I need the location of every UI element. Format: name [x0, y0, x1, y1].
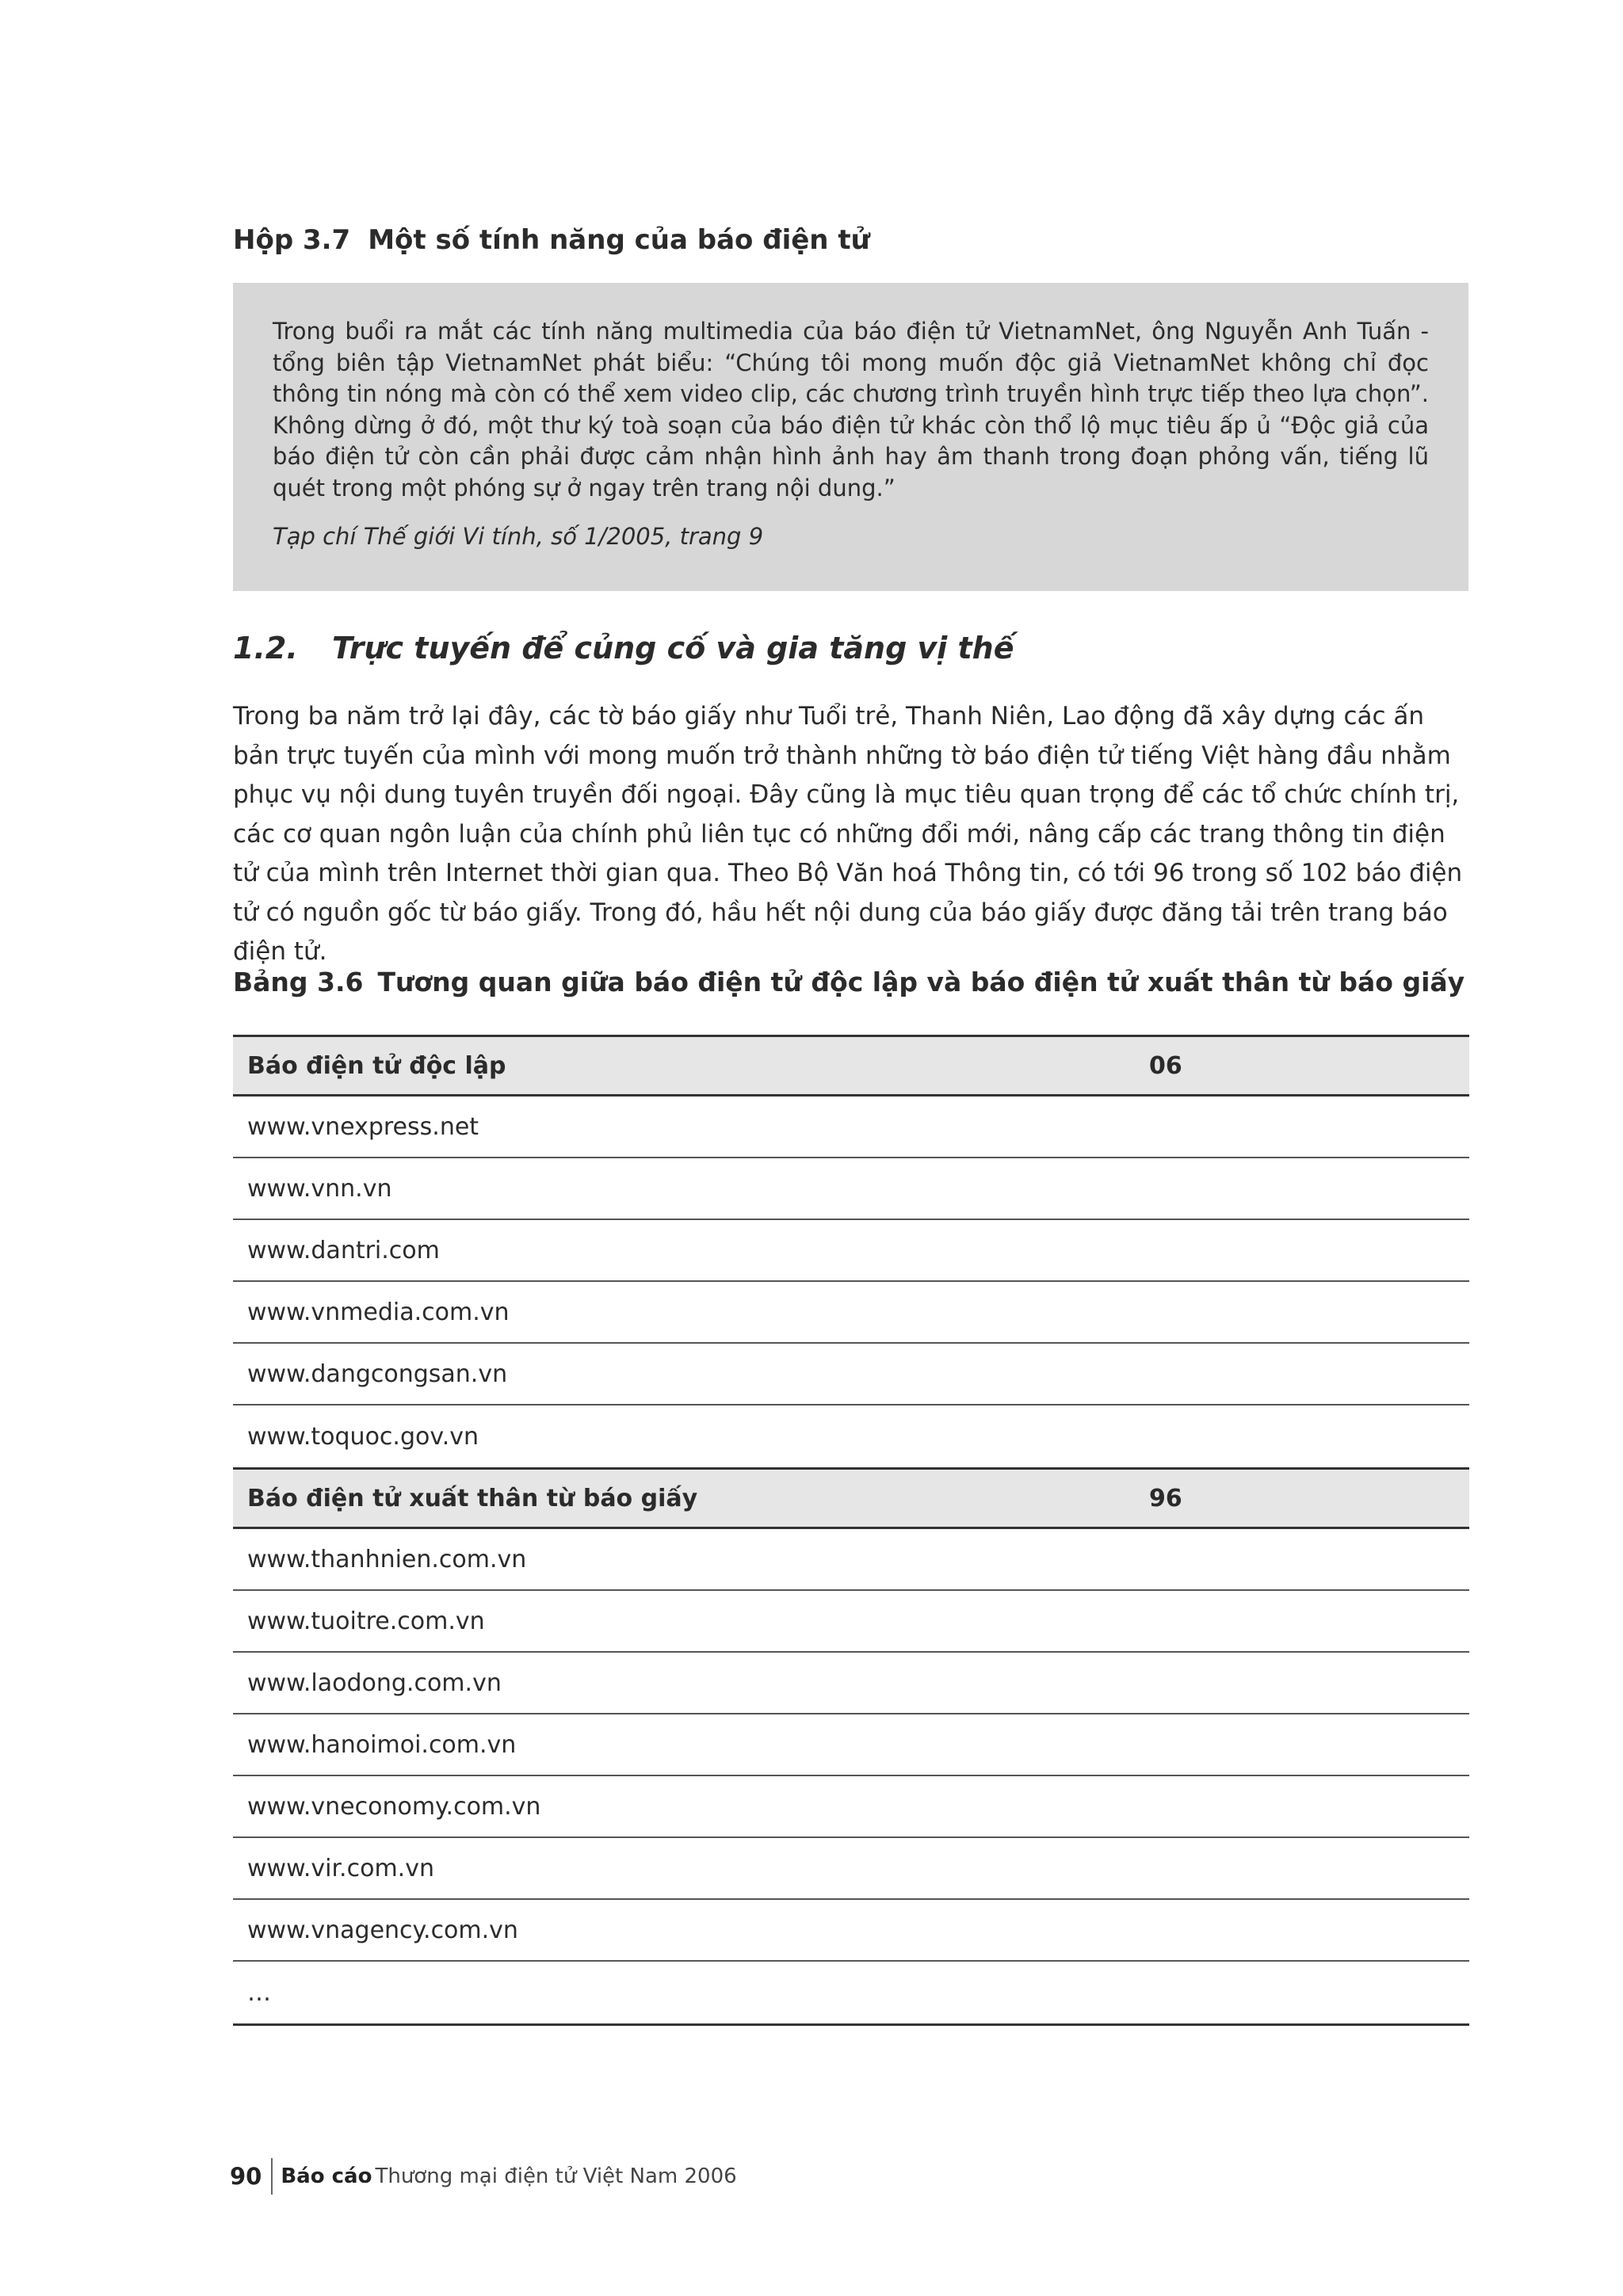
- table-group-header: [233, 1467, 1469, 1529]
- site-cell: …: [247, 1978, 271, 2007]
- section-title: Trực tuyến để củng cố và gia tăng vị thế: [332, 631, 1014, 666]
- site-cell: www.thanhnien.com.vn: [247, 1545, 527, 1573]
- body-paragraph: Trong ba năm trở lại đây, các tờ báo giấy như Tuổi trẻ, Thanh Niên, Lao động đã xây dựng các ấn bản trực tuyến của mình với mong muốn trở thành những tờ báo điện tử tiếng Việt hàng đầu nhằm phục vụ nội dung tuyên truyền đối ngoại. Đây cũng là mục tiêu quan trọng để các tổ chức chính trị, các cơ quan ngôn luận của chính phủ liên tục có những đổi mới, nâng cấp các trang thông tin điện tử của mình trên Internet thời gian qua. Theo Bộ Văn hoá Thông tin, có tới 96 trong số 102 báo điện tử có nguồn gốc từ báo giấy. Trong đó, hầu hết nội dung của báo giấy được đăng tải trên trang báo điện tử.: [233, 702, 1463, 966]
- site-cell: www.vnn.vn: [247, 1174, 392, 1203]
- section-number: 1.2.: [233, 631, 298, 666]
- site-cell: www.tuoitre.com.vn: [247, 1607, 485, 1635]
- table-title: [233, 967, 1465, 997]
- table-row: [233, 1900, 1469, 1962]
- table-row: [233, 1405, 1469, 1467]
- table-row: [233, 1097, 1469, 1158]
- table-row: [233, 1344, 1469, 1405]
- site-cell: www.toquoc.gov.vn: [247, 1422, 479, 1451]
- site-cell: www.vnmedia.com.vn: [247, 1298, 510, 1326]
- table-row: [233, 1776, 1469, 1838]
- site-cell: www.laodong.com.vn: [247, 1669, 502, 1697]
- table-row: [233, 1591, 1469, 1653]
- news-table: [233, 1035, 1469, 2026]
- group-count: 06: [1149, 1051, 1182, 1080]
- site-cell: www.vnagency.com.vn: [247, 1916, 518, 1944]
- table-row: [233, 1282, 1469, 1344]
- box-label: Hộp 3.7: [233, 224, 351, 256]
- table-row: [233, 1962, 1469, 2023]
- table-group-header: [233, 1035, 1469, 1097]
- table-title-text: Tương quan giữa báo điện tử độc lập và báo điện tử xuất thân từ báo giấy: [377, 967, 1465, 997]
- quote-source: Tạp chí Thế giới Vi tính, số 1/2005, trang 9: [273, 523, 764, 550]
- table-row: [233, 1220, 1469, 1282]
- group-count: 96: [1149, 1484, 1182, 1512]
- table-row: [233, 1714, 1469, 1776]
- table-row: [233, 1529, 1469, 1591]
- group-name: Báo điện tử xuất thân từ báo giấy: [247, 1484, 698, 1512]
- table-row: [233, 1653, 1469, 1714]
- box-title-text: Một số tính năng của báo điện tử: [368, 224, 870, 256]
- report-name-bold: Báo cáo: [281, 2164, 372, 2188]
- quote-text: Trong buổi ra mắt các tính năng multimedia của báo điện tử VietnamNet, ông Nguyễn Anh Tuấn - tổng biên tập VietnamNet phát biểu: “Chúng tôi mong muốn độc giả VietnamNet không chỉ đọc thông tin nóng mà còn có thể xem video clip, các chương trình truyền hình trực tiếp theo lựa chọn”. Không dừng ở đó, một thư ký toà soạn của báo điện tử khác còn thổ lộ mục tiêu ấp ủ “Độc giả của báo điện tử còn cần phải được cảm nhận hình ảnh hay âm thanh trong đoạn phỏng vấn, tiếng lũ quét trong một phóng sự ở ngay trên trang nội dung.”: [273, 318, 1429, 502]
- page-number: 90: [230, 2158, 273, 2195]
- site-cell: www.hanoimoi.com.vn: [247, 1730, 517, 1759]
- table-row: [233, 1158, 1469, 1220]
- site-cell: www.vnexpress.net: [247, 1112, 479, 1141]
- site-cell: www.vneconomy.com.vn: [247, 1792, 541, 1821]
- group-name: Báo điện tử độc lập: [247, 1051, 506, 1080]
- report-name-rest: Thương mại điện tử Việt Nam 2006: [375, 2164, 737, 2188]
- page-footer: [230, 2158, 737, 2195]
- section-heading: [233, 631, 1014, 666]
- quote-box: [233, 283, 1468, 591]
- report-name: [273, 2164, 736, 2188]
- site-cell: www.dantri.com: [247, 1236, 440, 1264]
- table-label: Bảng 3.6: [233, 967, 364, 997]
- site-cell: www.vir.com.vn: [247, 1854, 434, 1882]
- site-cell: www.dangcongsan.vn: [247, 1360, 508, 1388]
- table-row: [233, 1838, 1469, 1900]
- box-title: [233, 224, 870, 256]
